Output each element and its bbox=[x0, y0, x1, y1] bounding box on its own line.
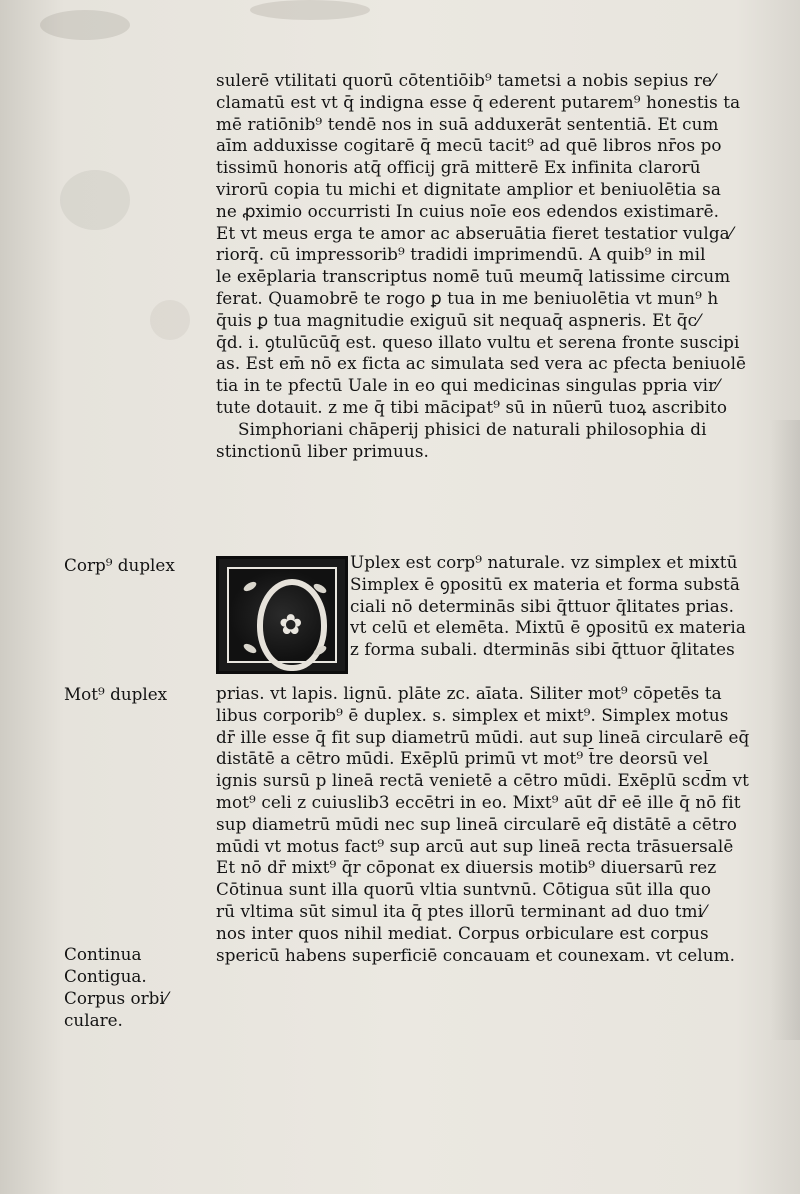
leaf-ornament bbox=[242, 642, 258, 655]
text-line: mūdi vt motus fact⁹ sup arcū aut sup lineā recta trāsuersalē bbox=[216, 835, 734, 856]
decorated-initial-d bbox=[216, 556, 348, 674]
text-line: tute dotauit. z me q̄ tibi mācipat⁹ sū in nūerū tuoꝝ ascribito bbox=[216, 396, 728, 417]
margin-note-corpus-orbi: Corpus orbi⁄ bbox=[64, 988, 168, 1008]
margin-note-contigua: Contigua. bbox=[64, 966, 147, 986]
text-line: as. Est em̄ nō ex ficta ac simulata sed vera ac pfecta beniuolē bbox=[216, 353, 747, 374]
text-line: ne ꝓximio occurristi In cuius noīe eos edendos existimarē. bbox=[216, 200, 720, 221]
text-line: Et vt meus erga te amor ac abseruātia fieret testatior vulga⁄ bbox=[216, 222, 733, 243]
text-line: distātē a cētro mūdi. Exēplū primū vt mot⁹ t̄re deorsū vel bbox=[216, 748, 709, 769]
text-line: libus corporib⁹ ē duplex. s. simplex et mixt⁹. Simplex motus bbox=[216, 704, 729, 725]
text-line: vt celū et elemēta. Mixtū ē ꝯpositū ex materia bbox=[350, 617, 746, 638]
text-line: riorq̄. cū impressorib⁹ tradidi imprimendū. A quib⁹ in mil bbox=[216, 244, 706, 265]
main-text-block bbox=[216, 70, 772, 462]
chapter-title-line: stinctionū liber primuus. bbox=[216, 440, 429, 461]
text-line: ciali nō determinās sibi q̄ttuor q̄litates prias. bbox=[350, 595, 735, 616]
text-line: sup diametrū mūdi nec sup lineā circularē eq̄ distātē a cētro bbox=[216, 813, 737, 834]
margin-note-corp-duplex: Corp⁹ duplex bbox=[64, 555, 175, 575]
text-line: prias. vt lapis. lignū. plāte zc. aīata. Siliter mot⁹ cōpetēs ta bbox=[216, 683, 722, 703]
margin-note-continua: Continua bbox=[64, 944, 142, 964]
show-through-shadow bbox=[770, 420, 800, 1040]
text-line: aīm adduxisse cogitarē q̄ mecū tacit⁹ ad quē libros nr̄os po bbox=[216, 135, 722, 156]
margin-note-culare: culare. bbox=[64, 1010, 123, 1030]
page-stain bbox=[250, 0, 370, 20]
text-line: ferat. Quamobrē te rogo ꝑ tua in me beniuolētia vt mun⁹ h bbox=[216, 287, 719, 308]
text-line: dr̄ ille esse q̄ fit sup diametrū mūdi. aut sup lineā circularē eq̄ bbox=[216, 726, 750, 747]
text-line: ignis sursū p lineā rectā venietē a cētro mūdi. Exēplū scd̄m vt bbox=[216, 770, 749, 791]
text-line: clamatū est vt q̄ indigna esse q̄ ederent putarem⁹ honestis ta bbox=[216, 91, 741, 112]
leaf-ornament bbox=[242, 580, 258, 593]
page-stain bbox=[40, 10, 130, 40]
initial-frame bbox=[227, 567, 337, 663]
text-line: rū vltima sūt simul ita q̄ ptes illorū terminant ad duo tmi⁄ bbox=[216, 900, 706, 921]
text-line: Et nō dr̄ mixt⁹ q̄r cōponat ex diuersis motib⁹ diuersarū rez bbox=[216, 857, 717, 878]
text-line: Cōtinua sunt illa quorū vltia suntvnū. Cōtigua sūt illa quo bbox=[216, 879, 712, 900]
text-line: tissimū honoris atq̄ officij grā mitterē Ex infinita clarorū bbox=[216, 157, 701, 178]
text-line: Uplex est corp⁹ naturale. vz simplex et mixtū bbox=[350, 552, 738, 572]
text-line: z forma subali. dterminās sibi q̄ttuor q̄litates bbox=[350, 639, 735, 660]
text-line: mē ratiōnib⁹ tendē nos in suā adduxerāt sententiā. Et cum bbox=[216, 113, 719, 134]
text-line: q̄d. i. ꝯtulūcūq̄ est. queso illato vultu et serena fronte suscipi bbox=[216, 331, 740, 352]
flower-icon: ✿ bbox=[279, 608, 303, 641]
margin-note-mot-duplex: Mot⁹ duplex bbox=[64, 684, 168, 704]
chapter-title-line: Simphoriani chāperij phisici de naturali philosophia di bbox=[238, 418, 707, 439]
second-text-block bbox=[216, 683, 772, 966]
text-line: tia in te pfectū Uale in eo qui medicinas singulas ppria vir⁄ bbox=[216, 375, 720, 396]
text-line: le exēplaria transcriptus nomē tuū meumq̄ latissime circum bbox=[216, 266, 731, 287]
text-line: nos inter quos nihil mediat. Corpus orbiculare est corpus bbox=[216, 922, 709, 943]
page-stain bbox=[150, 300, 190, 340]
text-line: sulerē vtilitati quorū cōtentiōib⁹ tametsi a nobis sepius re⁄ bbox=[216, 70, 715, 90]
text-line: virorū copia tu michi et dignitate amplior et beniuolētia sa bbox=[216, 178, 721, 199]
initial-wrapped-text bbox=[350, 552, 772, 661]
text-line: mot⁹ celi z cuiuslib3 eccētri in eo. Mixt⁹ aūt dr̄ eē ille q̄ nō fit bbox=[216, 791, 741, 812]
text-line: spericū habens superficiē concauam et counexam. vt celum. bbox=[216, 944, 736, 965]
page-stain bbox=[60, 170, 130, 230]
text-line: Simplex ē ꝯpositū ex materia et forma substā bbox=[350, 573, 741, 594]
text-line: q̄uis ꝑ tua magnitudie exiguū sit nequaq̄ aspneris. Et q̄c⁄ bbox=[216, 309, 701, 330]
